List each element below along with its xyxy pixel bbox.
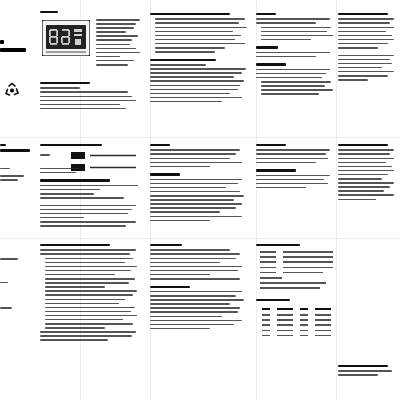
- preparing-section: [40, 79, 144, 119]
- cover-title-block: [0, 40, 62, 80]
- column-a-bottom: [0, 252, 30, 392]
- specifications-table: [260, 251, 336, 293]
- column-c-bottom: [150, 241, 250, 391]
- column-e-middle: [338, 141, 398, 237]
- fold-line-4: [336, 0, 337, 400]
- display-legend: [96, 19, 144, 81]
- display-heading: [40, 8, 68, 18]
- radio-operation-section: [40, 141, 144, 237]
- column-c-top: [150, 10, 250, 136]
- recycle-icon: [4, 82, 20, 98]
- column-d-middle: [256, 141, 336, 237]
- fold-line-h2: [0, 238, 400, 239]
- frequency-table-heading: [256, 296, 336, 308]
- fold-line-h1: [0, 137, 400, 138]
- column-d-top: [256, 10, 336, 136]
- column-b-bottom: [40, 241, 144, 391]
- frequency-table: [262, 308, 336, 340]
- column-a-middle: [0, 141, 40, 201]
- column-e-footer: [338, 362, 398, 392]
- column-e-top: [338, 10, 398, 136]
- column-c-middle: [150, 141, 250, 237]
